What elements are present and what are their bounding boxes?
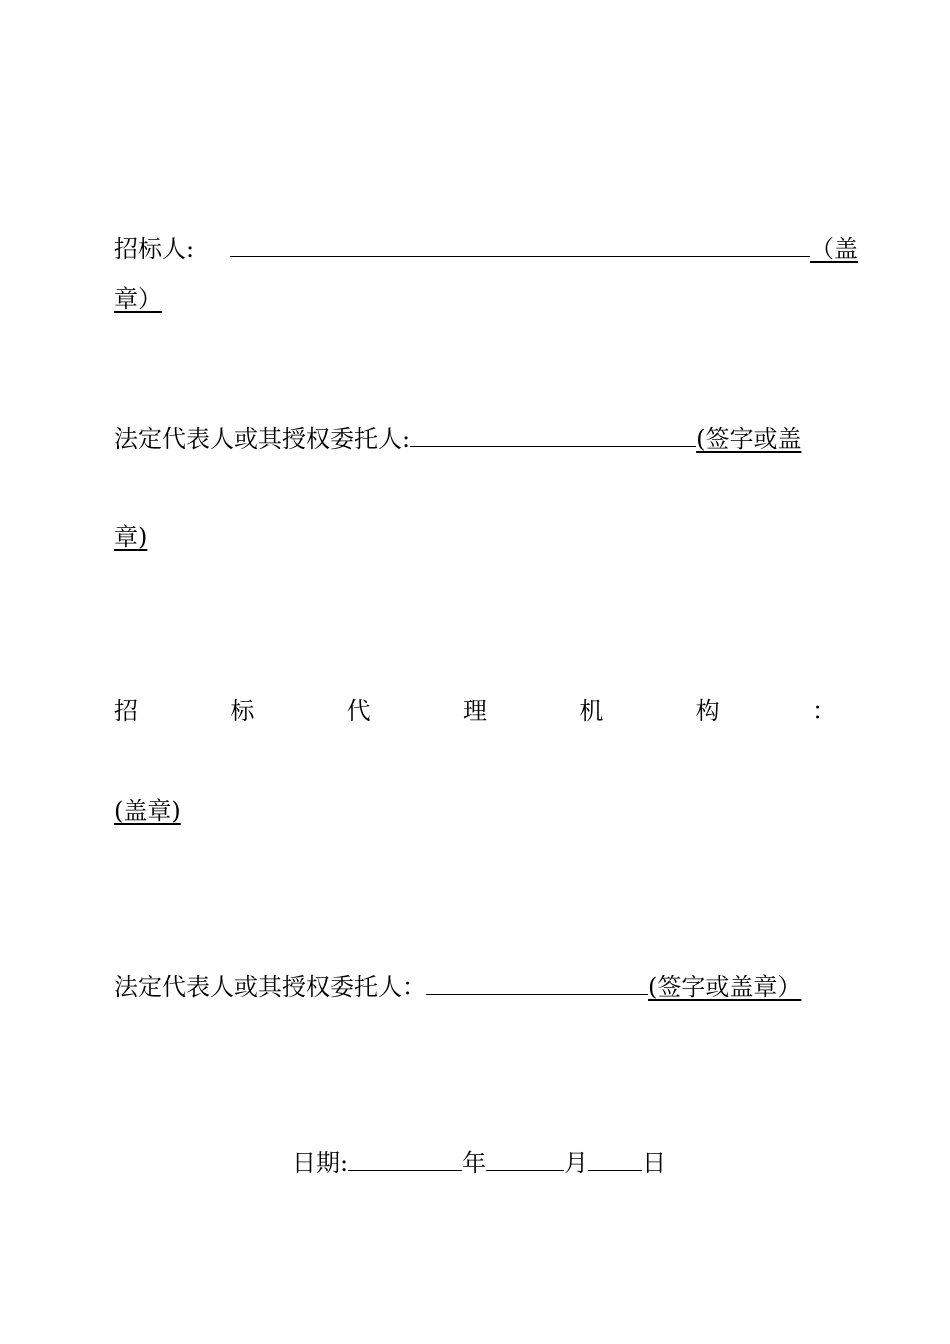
date-month-label: 月: [564, 1149, 589, 1177]
date-day-label: 日: [642, 1149, 667, 1177]
agency-char: 代: [346, 697, 371, 725]
legal-rep-2-sign-suffix: (签字或盖章）: [648, 973, 802, 1001]
agency-char: ：: [811, 697, 836, 725]
date-line: [292, 1148, 666, 1178]
date-day-blank[interactable]: [588, 1148, 642, 1171]
bidder-blank-row: [230, 234, 858, 264]
legal-rep-1-blank[interactable]: [410, 424, 696, 447]
date-month-blank[interactable]: [486, 1148, 564, 1171]
legal-rep-1-line: [114, 424, 801, 454]
legal-rep-1-label: 法定代表人或其授权委托人:: [114, 425, 411, 453]
legal-rep-2-label: 法定代表人或其授权委托人：: [114, 973, 426, 1001]
agency-char: 理: [462, 697, 487, 725]
bidder-stamp-line-2: [114, 284, 162, 314]
legal-rep-1-sign-suffix-2: 章): [114, 523, 148, 551]
bidder-line: [114, 234, 194, 264]
agency-char: 构: [695, 697, 720, 725]
date-year-blank[interactable]: [348, 1148, 462, 1171]
bidder-stamp-suffix-2: 章）: [114, 285, 162, 313]
legal-rep-1-sign-suffix: (签字或盖: [696, 425, 802, 453]
legal-rep-1-line-2: [114, 522, 147, 552]
agency-char: 机: [579, 697, 604, 725]
agency-stamp-suffix: (盖章): [114, 797, 181, 825]
agency-stamp-line: [114, 796, 181, 826]
agency-char: 标: [230, 697, 255, 725]
agency-char: 招: [114, 697, 138, 725]
legal-rep-2-line: [114, 972, 801, 1002]
bidder-label: 招标人:: [114, 235, 195, 263]
agency-label-spread: [114, 696, 836, 726]
bidder-blank[interactable]: [230, 234, 810, 257]
date-year-label: 年: [462, 1149, 487, 1177]
date-label: 日期:: [292, 1149, 349, 1177]
bidder-stamp-suffix: （盖: [810, 235, 858, 263]
legal-rep-2-blank[interactable]: [426, 972, 648, 995]
